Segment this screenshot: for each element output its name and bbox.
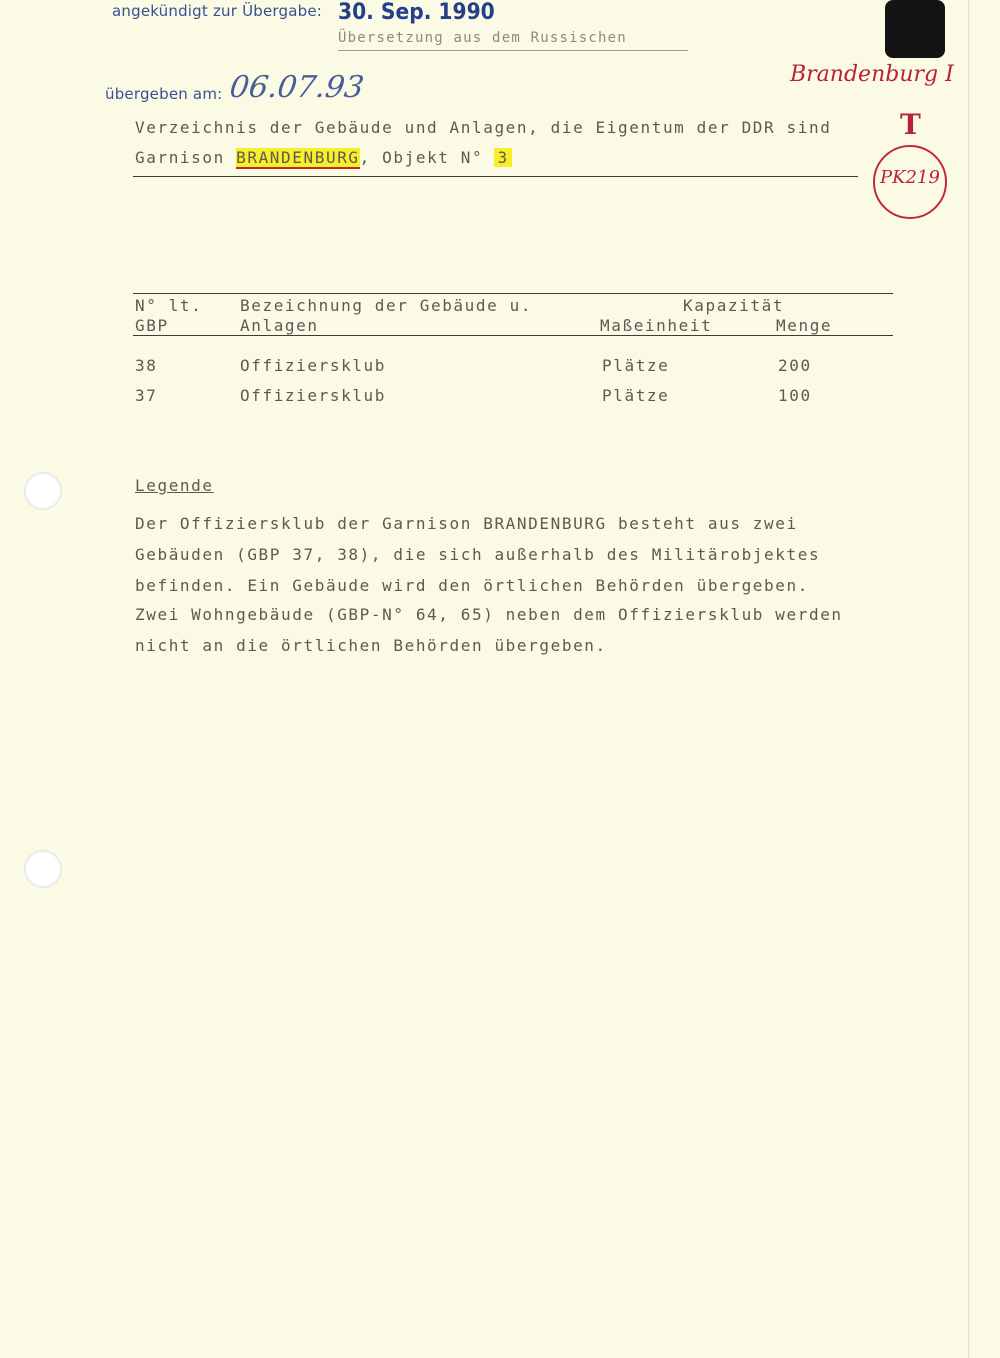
row-quantity: 200 [778,356,812,375]
handover-stamp-label: übergeben am: [105,85,223,103]
table-row [135,386,157,405]
legend-line: nicht an die örtlichen Behörden übergeben. [135,636,607,655]
translation-note: Übersetzung aus dem Russischen [338,30,627,46]
header-unit: Maßeinheit [600,316,713,335]
row-number: 38 [135,356,158,375]
row-number: 37 [135,386,158,405]
row-quantity: 100 [778,386,812,405]
legend-line: Zwei Wohngebäude (GBP-N° 64, 65) neben dem Offiziersklub werden [135,605,843,624]
legend-line: befinden. Ein Gebäude wird den örtlichen Behörden übergeben. [135,576,809,595]
legend-title: Legende [135,476,214,495]
paper-edge [968,0,969,1358]
table-header-rule [133,335,893,336]
garrison-prefix: Garnison [135,148,225,167]
document-heading-line1: Verzeichnis der Gebäude und Anlagen, die Eigentum der DDR sind [135,118,832,137]
punch-hole-top [24,472,62,510]
row-unit: Plätze [602,356,670,375]
translation-note-underline [338,50,688,51]
header-designation-cont: Anlagen [240,316,319,335]
header-capacity: Kapazität [683,296,785,315]
handover-date: 06.07.93 [227,70,367,105]
garrison-name: BRANDENBURG [236,148,360,167]
announcement-stamp-date: 30. Sep. 1990 [338,0,495,25]
circle-stamp-code: PK219 [880,167,940,188]
mark-annotation: T [900,108,921,141]
redaction-block [885,0,945,58]
punch-hole-bottom [24,850,62,888]
object-number: 3 [494,148,511,167]
place-annotation: Brandenburg I [790,62,954,87]
legend-line: Gebäuden (GBP 37, 38), die sich außerhalb des Militärobjektes [135,545,821,564]
header-number-source: GBP [135,316,169,335]
table-top-rule [133,293,893,294]
row-unit: Plätze [602,386,670,405]
table-row [135,356,157,375]
object-label: , Objekt N° [359,148,484,167]
document-heading-line2 [135,148,512,167]
row-name: Offiziersklub [240,386,387,405]
header-number: N° lt. [135,296,203,315]
header-designation: Bezeichnung der Gebäude u. [240,296,533,315]
header-quantity: Menge [776,316,833,335]
heading-rule [133,176,858,177]
row-name: Offiziersklub [240,356,387,375]
announcement-stamp-label: angekündigt zur Übergabe: [112,2,323,20]
legend-line: Der Offiziersklub der Garnison BRANDENBURG besteht aus zwei [135,514,798,533]
